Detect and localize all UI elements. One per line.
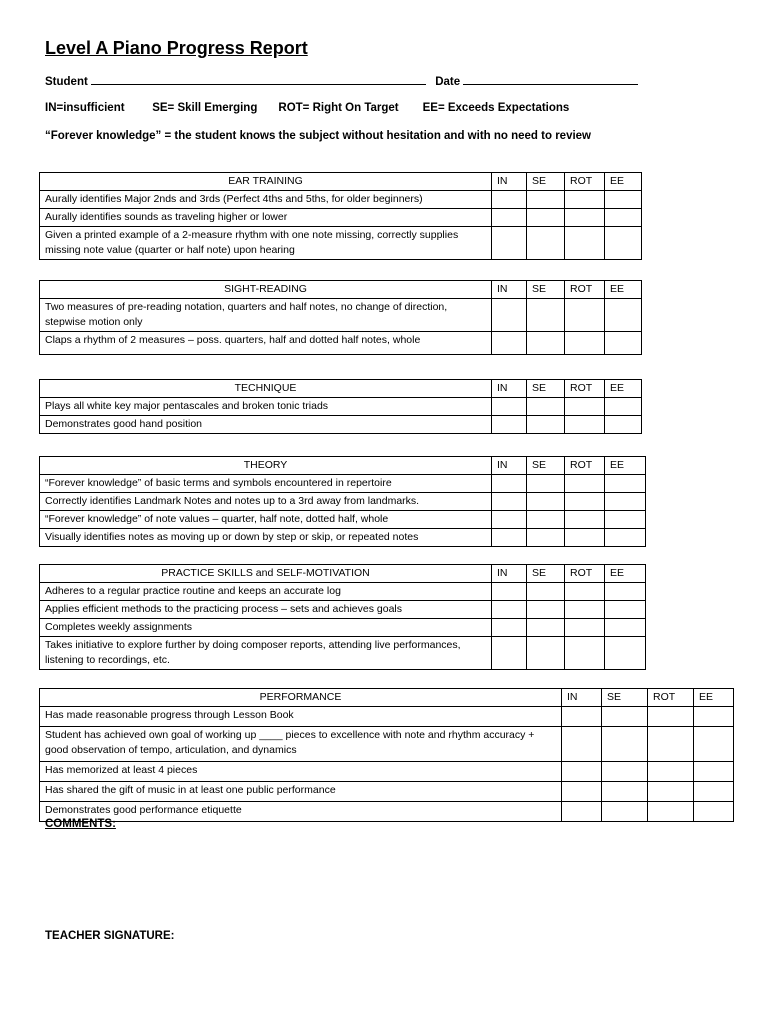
col-rot: ROT [648, 689, 694, 707]
section-heading: TECHNIQUE [40, 380, 492, 398]
rating-cell-rot[interactable] [565, 209, 605, 227]
col-ee: EE [605, 281, 642, 299]
student-date-line [45, 74, 638, 88]
legend-se: SE= Skill Emerging [152, 102, 258, 114]
rating-cell-in[interactable] [492, 529, 527, 547]
col-se: SE [527, 457, 565, 475]
legend-ee: EE= Exceeds Expectations [422, 102, 570, 114]
table-row [40, 398, 642, 416]
table-header [40, 173, 642, 191]
table-header [40, 689, 734, 707]
col-rot: ROT [565, 565, 605, 583]
table-row [40, 209, 642, 227]
rating-cell-se[interactable] [527, 529, 565, 547]
table-row [40, 802, 734, 822]
criterion: “Forever knowledge” of note values – quarter, half note, dotted half, whole [40, 511, 492, 529]
rating-cell-in[interactable] [492, 398, 527, 416]
rating-legend [45, 102, 569, 114]
rating-cell-se[interactable] [602, 782, 648, 802]
ear-training-table [39, 172, 642, 260]
rating-cell-in[interactable] [562, 727, 602, 762]
criterion: Aurally identifies Major 2nds and 3rds (Perfect 4ths and 5ths, for older beginners) [40, 191, 492, 209]
rating-cell-se[interactable] [602, 802, 648, 822]
legend-rot: ROT= Right On Target [278, 102, 399, 114]
table-header [40, 457, 646, 475]
criterion: Visually identifies notes as moving up or down by step or skip, or repeated notes [40, 529, 492, 547]
rating-cell-rot[interactable] [565, 583, 605, 601]
col-ee: EE [605, 457, 646, 475]
rating-cell-ee[interactable] [605, 332, 642, 355]
rating-cell-rot[interactable] [565, 332, 605, 355]
rating-cell-in[interactable] [492, 601, 527, 619]
rating-cell-ee[interactable] [605, 511, 646, 529]
student-name-field[interactable] [91, 74, 426, 85]
col-ee: EE [605, 565, 646, 583]
rating-cell-in[interactable] [562, 762, 602, 782]
teacher-signature-label: TEACHER SIGNATURE: [45, 930, 175, 942]
col-se: SE [527, 173, 565, 191]
criterion: Student has achieved own goal of working up ____ pieces to excellence with note and rhythm accuracy + good observation of tempo, articulation, and dynamics [40, 727, 562, 762]
practice-skills-table [39, 564, 646, 670]
criterion: Given a printed example of a 2-measure rhythm with one note missing, correctly supplies missing note value (quarter or half note) upon hearing [40, 227, 492, 260]
rating-cell-in[interactable] [562, 802, 602, 822]
rating-cell-ee[interactable] [605, 299, 642, 332]
criterion: Correctly identifies Landmark Notes and notes up to a 3rd away from landmarks. [40, 493, 492, 511]
rating-cell-ee[interactable] [605, 529, 646, 547]
rating-cell-ee[interactable] [605, 493, 646, 511]
rating-cell-ee[interactable] [605, 416, 642, 434]
criterion: Plays all white key major pentascales and broken tonic triads [40, 398, 492, 416]
section-heading: PERFORMANCE [40, 689, 562, 707]
rating-cell-ee[interactable] [605, 209, 642, 227]
criterion: Adheres to a regular practice routine and keeps an accurate log [40, 583, 492, 601]
rating-cell-ee[interactable] [605, 475, 646, 493]
table-row [40, 191, 642, 209]
rating-cell-rot[interactable] [565, 191, 605, 209]
rating-cell-in[interactable] [492, 299, 527, 332]
table-row [40, 583, 646, 601]
rating-cell-in[interactable] [562, 782, 602, 802]
rating-cell-se[interactable] [527, 637, 565, 670]
criterion: Claps a rhythm of 2 measures – poss. quarters, half and dotted half notes, whole [40, 332, 492, 355]
rating-cell-in[interactable] [492, 619, 527, 637]
col-se: SE [527, 565, 565, 583]
rating-cell-rot[interactable] [648, 707, 694, 727]
rating-cell-se[interactable] [602, 727, 648, 762]
criterion: Has shared the gift of music in at least one public performance [40, 782, 562, 802]
rating-cell-rot[interactable] [565, 398, 605, 416]
technique-table [39, 379, 642, 434]
col-ee: EE [605, 380, 642, 398]
theory-table [39, 456, 646, 547]
rating-cell-se[interactable] [527, 332, 565, 355]
rating-cell-rot[interactable] [565, 619, 605, 637]
criterion: Has made reasonable progress through Lesson Book [40, 707, 562, 727]
rating-cell-rot[interactable] [565, 416, 605, 434]
rating-cell-se[interactable] [527, 475, 565, 493]
section-heading: THEORY [40, 457, 492, 475]
rating-cell-se[interactable] [527, 227, 565, 260]
table-row [40, 416, 642, 434]
col-in: IN [492, 457, 527, 475]
table-row [40, 707, 734, 727]
table-header [40, 565, 646, 583]
rating-cell-in[interactable] [492, 637, 527, 670]
criterion: “Forever knowledge” of basic terms and symbols encountered in repertoire [40, 475, 492, 493]
rating-cell-se[interactable] [527, 191, 565, 209]
rating-cell-rot[interactable] [565, 637, 605, 670]
rating-cell-in[interactable] [492, 475, 527, 493]
rating-cell-se[interactable] [527, 398, 565, 416]
student-label: Student [45, 76, 88, 88]
criterion: Aurally identifies sounds as traveling higher or lower [40, 209, 492, 227]
rating-cell-in[interactable] [492, 209, 527, 227]
rating-cell-ee[interactable] [694, 782, 734, 802]
col-ee: EE [694, 689, 734, 707]
rating-cell-ee[interactable] [605, 398, 642, 416]
rating-cell-ee[interactable] [605, 619, 646, 637]
col-in: IN [492, 173, 527, 191]
rating-cell-ee[interactable] [694, 727, 734, 762]
rating-cell-rot[interactable] [565, 475, 605, 493]
col-rot: ROT [565, 457, 605, 475]
section-heading: EAR TRAINING [40, 173, 492, 191]
section-heading: SIGHT-READING [40, 281, 492, 299]
rating-cell-ee[interactable] [605, 227, 642, 260]
rating-cell-rot[interactable] [565, 529, 605, 547]
rating-cell-rot[interactable] [565, 227, 605, 260]
rating-cell-rot[interactable] [565, 493, 605, 511]
rating-cell-ee[interactable] [605, 583, 646, 601]
rating-cell-rot[interactable] [565, 601, 605, 619]
criterion: Completes weekly assignments [40, 619, 492, 637]
rating-cell-in[interactable] [492, 227, 527, 260]
rating-cell-se[interactable] [527, 583, 565, 601]
col-se: SE [527, 281, 565, 299]
col-rot: ROT [565, 173, 605, 191]
forever-knowledge-note: “Forever knowledge” = the student knows the subject without hesitation and with no need to review [45, 130, 591, 142]
rating-cell-se[interactable] [602, 707, 648, 727]
col-rot: ROT [565, 380, 605, 398]
rating-cell-se[interactable] [527, 416, 565, 434]
col-se: SE [602, 689, 648, 707]
table-row [40, 227, 642, 260]
rating-cell-in[interactable] [492, 191, 527, 209]
table-row [40, 619, 646, 637]
rating-cell-rot[interactable] [565, 299, 605, 332]
rating-cell-ee[interactable] [605, 637, 646, 670]
rating-cell-in[interactable] [492, 416, 527, 434]
date-label: Date [435, 76, 461, 88]
rating-cell-rot[interactable] [648, 782, 694, 802]
rating-cell-se[interactable] [527, 511, 565, 529]
table-header [40, 380, 642, 398]
rating-cell-se[interactable] [527, 601, 565, 619]
rating-cell-ee[interactable] [605, 601, 646, 619]
table-row [40, 511, 646, 529]
rating-cell-se[interactable] [527, 619, 565, 637]
col-in: IN [492, 565, 527, 583]
criterion: Takes initiative to explore further by doing composer reports, attending live performances, listening to recordings, etc. [40, 637, 492, 670]
criterion: Has memorized at least 4 pieces [40, 762, 562, 782]
col-ee: EE [605, 173, 642, 191]
rating-cell-se[interactable] [602, 762, 648, 782]
col-rot: ROT [565, 281, 605, 299]
sight-reading-table [39, 280, 642, 355]
performance-table [39, 688, 734, 822]
legend-in: IN=insufficient [45, 102, 125, 114]
rating-cell-in[interactable] [492, 332, 527, 355]
criterion: Demonstrates good performance etiquette [40, 802, 562, 822]
criterion: Demonstrates good hand position [40, 416, 492, 434]
rating-cell-rot[interactable] [648, 727, 694, 762]
col-in: IN [562, 689, 602, 707]
col-in: IN [492, 281, 527, 299]
table-header [40, 281, 642, 299]
table-row [40, 529, 646, 547]
col-se: SE [527, 380, 565, 398]
table-row [40, 475, 646, 493]
rating-cell-in[interactable] [492, 583, 527, 601]
rating-cell-ee[interactable] [694, 802, 734, 822]
table-row [40, 782, 734, 802]
rating-cell-ee[interactable] [605, 191, 642, 209]
criterion: Two measures of pre-reading notation, quarters and half notes, no change of direction, stepwise motion only [40, 299, 492, 332]
table-row [40, 332, 642, 355]
date-field[interactable] [463, 74, 638, 85]
rating-cell-ee[interactable] [694, 762, 734, 782]
col-in: IN [492, 380, 527, 398]
rating-cell-in[interactable] [492, 493, 527, 511]
table-row [40, 727, 734, 762]
page-title: Level A Piano Progress Report [45, 38, 308, 58]
rating-cell-rot[interactable] [648, 802, 694, 822]
rating-cell-in[interactable] [562, 707, 602, 727]
table-row [40, 762, 734, 782]
criterion: Applies efficient methods to the practicing process – sets and achieves goals [40, 601, 492, 619]
comments-label: COMMENTS: [45, 818, 116, 830]
table-row [40, 637, 646, 670]
rating-cell-rot[interactable] [565, 511, 605, 529]
section-heading: PRACTICE SKILLS and SELF-MOTIVATION [40, 565, 492, 583]
rating-cell-rot[interactable] [648, 762, 694, 782]
rating-cell-in[interactable] [492, 511, 527, 529]
table-row [40, 299, 642, 332]
rating-cell-se[interactable] [527, 299, 565, 332]
table-row [40, 601, 646, 619]
rating-cell-se[interactable] [527, 493, 565, 511]
rating-cell-ee[interactable] [694, 707, 734, 727]
table-row [40, 493, 646, 511]
rating-cell-se[interactable] [527, 209, 565, 227]
